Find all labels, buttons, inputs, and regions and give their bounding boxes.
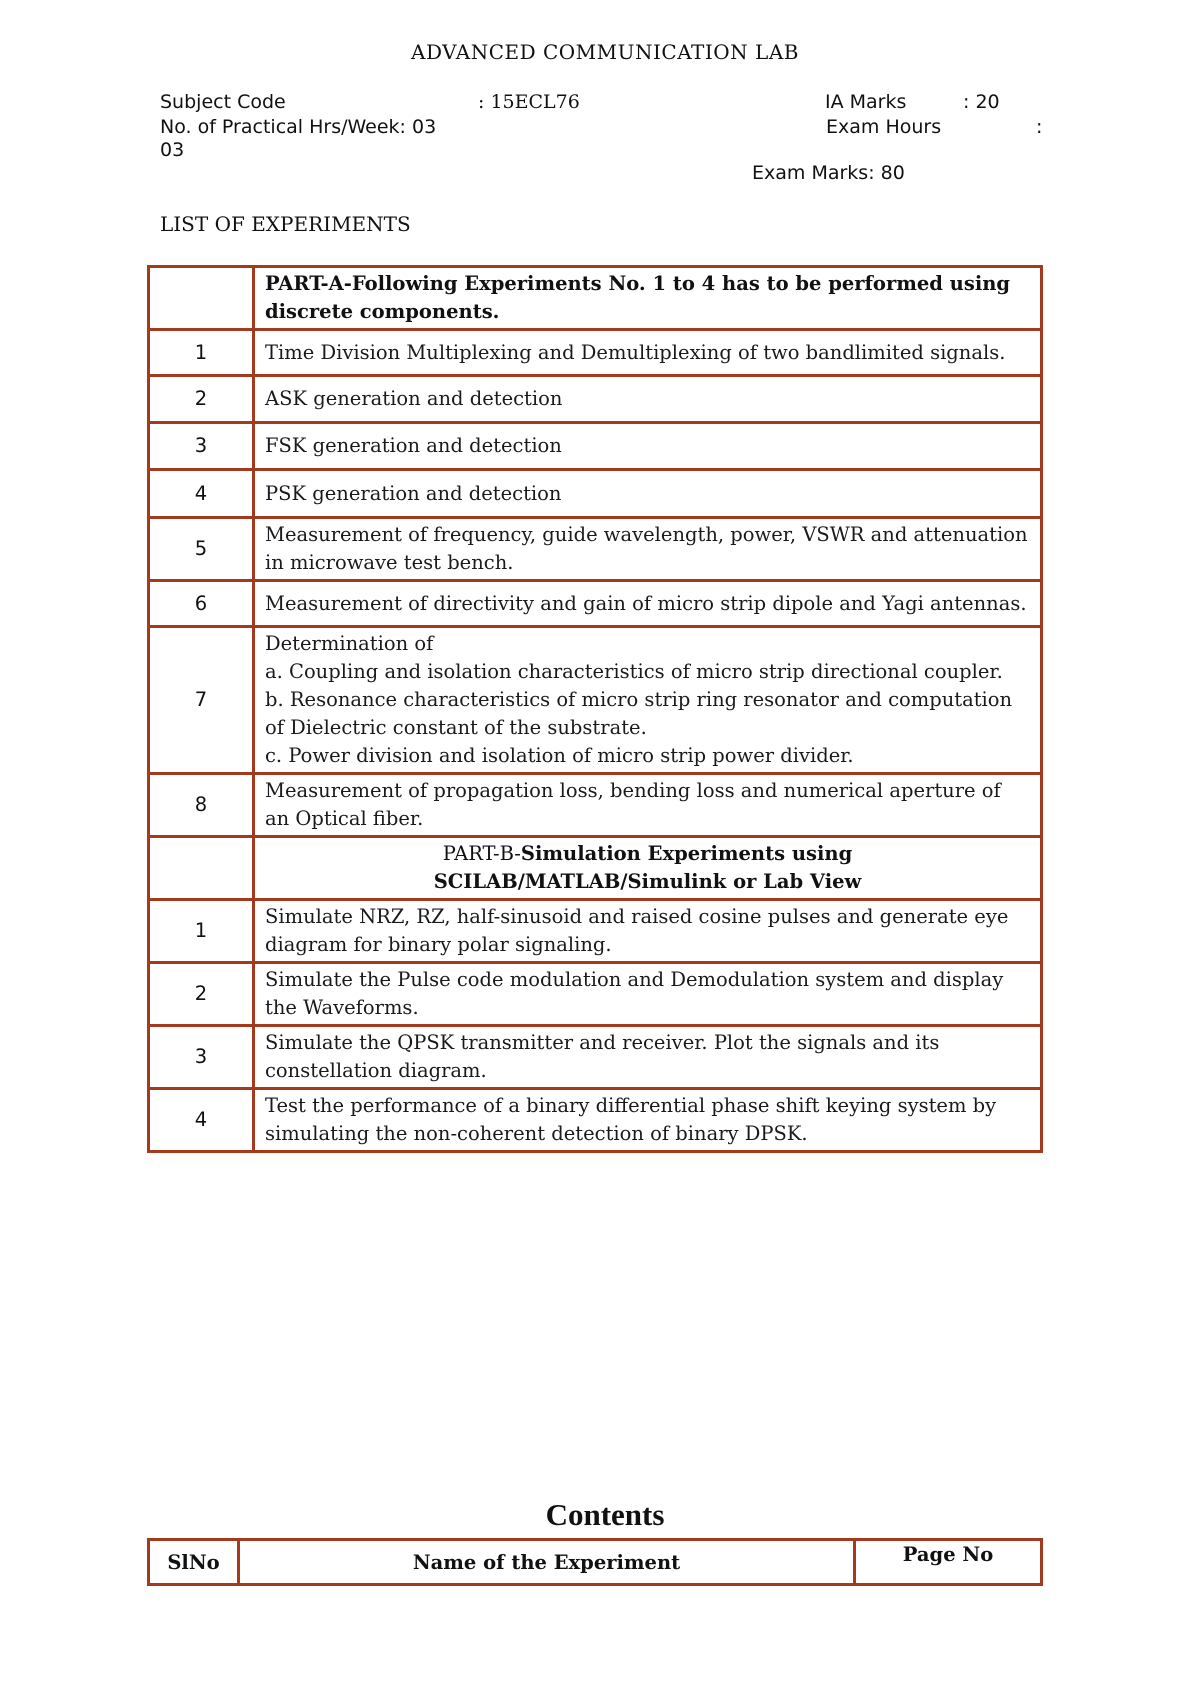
experiment-text: Measurement of propagation loss, bending loss and numerical aperture of an Optical fiber.: [255, 775, 1040, 838]
col-experiment-name: Name of the Experiment: [240, 1541, 856, 1583]
table-row: [150, 775, 1040, 838]
experiment-number: 3: [150, 1027, 255, 1090]
experiment-line: a. Coupling and isolation characteristics of micro strip directional coupler.: [265, 660, 1003, 683]
contents-header-row: [150, 1541, 1040, 1583]
exam-marks: Exam Marks: 80: [752, 162, 905, 184]
experiment-text: Measurement of directivity and gain of micro strip dipole and Yagi antennas.: [255, 582, 1040, 628]
col-page-no: Page No: [902, 1543, 994, 1566]
contents-table: [147, 1538, 1043, 1586]
table-cell: [150, 268, 255, 331]
table-cell: [150, 838, 255, 901]
experiment-number: 7: [150, 628, 255, 775]
exam-hours-colon: :: [1036, 116, 1043, 138]
experiment-number: 3: [150, 424, 255, 471]
part-b-prefix: PART-B-: [442, 842, 521, 865]
experiment-text: PSK generation and detection: [255, 471, 1040, 519]
table-row: [150, 1027, 1040, 1090]
part-a-header-row: [150, 268, 1040, 331]
table-row: [150, 424, 1040, 471]
experiment-number: 1: [150, 331, 255, 377]
subject-code-label: Subject Code: [160, 91, 286, 113]
experiment-line: c. Power division and isolation of micro strip power divider.: [265, 744, 854, 767]
experiment-text: Time Division Multiplexing and Demultiplexing of two bandlimited signals.: [255, 331, 1040, 377]
experiment-text: Simulate NRZ, RZ, half-sinusoid and raised cosine pulses and generate eye diagram for binary polar signaling.: [255, 901, 1040, 964]
experiment-text: Test the performance of a binary differential phase shift keying system by simulating the non-coherent detection of binary DPSK.: [265, 1094, 997, 1145]
ia-marks-label: IA Marks: [825, 91, 907, 113]
experiment-number: 4: [150, 1090, 255, 1150]
experiments-table: [147, 265, 1043, 1153]
part-b-title-line1: Simulation Experiments using: [520, 842, 853, 865]
experiment-text: [255, 628, 1040, 775]
experiment-number: 8: [150, 775, 255, 838]
table-row: [150, 331, 1040, 377]
experiment-number: 5: [150, 519, 255, 582]
experiment-number: 2: [150, 964, 255, 1027]
experiment-number: 4: [150, 471, 255, 519]
table-row: [150, 519, 1040, 582]
table-row: [150, 1090, 1040, 1150]
contents-title: Contents: [545, 1497, 665, 1532]
ia-marks-value: : 20: [963, 91, 1000, 113]
list-of-experiments-heading: LIST OF EXPERIMENTS: [160, 212, 411, 236]
table-row: [150, 377, 1040, 424]
table-row: [150, 901, 1040, 964]
table-row: [150, 964, 1040, 1027]
experiment-text: Simulate the QPSK transmitter and receiver. Plot the signals and its constellation diagram.: [255, 1027, 1040, 1090]
table-row: [150, 628, 1040, 775]
page-title: ADVANCED COMMUNICATION LAB: [411, 40, 799, 64]
exam-hours-label: Exam Hours: [826, 116, 942, 138]
experiment-line: Determination of: [265, 632, 434, 655]
experiment-number: 6: [150, 582, 255, 628]
part-b-header: [255, 838, 1040, 901]
col-slno: SlNo: [150, 1541, 240, 1583]
subject-code-value: : 15ECL76: [478, 91, 580, 113]
experiment-text: ASK generation and detection: [255, 377, 1040, 424]
experiment-line: b. Resonance characteristics of micro strip ring resonator and computation of Dielectric constant of the substrate.: [265, 688, 1013, 739]
exam-hours-value: 03: [160, 139, 185, 161]
part-b-header-row: [150, 838, 1040, 901]
experiment-number: 2: [150, 377, 255, 424]
experiment-text: Simulate the Pulse code modulation and Demodulation system and display the Waveforms.: [255, 964, 1040, 1027]
experiment-text: Measurement of frequency, guide wavelength, power, VSWR and attenuation in microwave test bench.: [255, 519, 1040, 582]
table-row: [150, 471, 1040, 519]
experiment-text: FSK generation and detection: [255, 424, 1040, 471]
part-b-title-line2: SCILAB/MATLAB/Simulink or Lab View: [433, 870, 862, 893]
practical-hours: No. of Practical Hrs/Week: 03: [160, 116, 437, 138]
part-a-header: PART-A-Following Experiments No. 1 to 4 has to be performed using discrete components.: [255, 268, 1040, 331]
experiment-number: 1: [150, 901, 255, 964]
table-row: [150, 582, 1040, 628]
